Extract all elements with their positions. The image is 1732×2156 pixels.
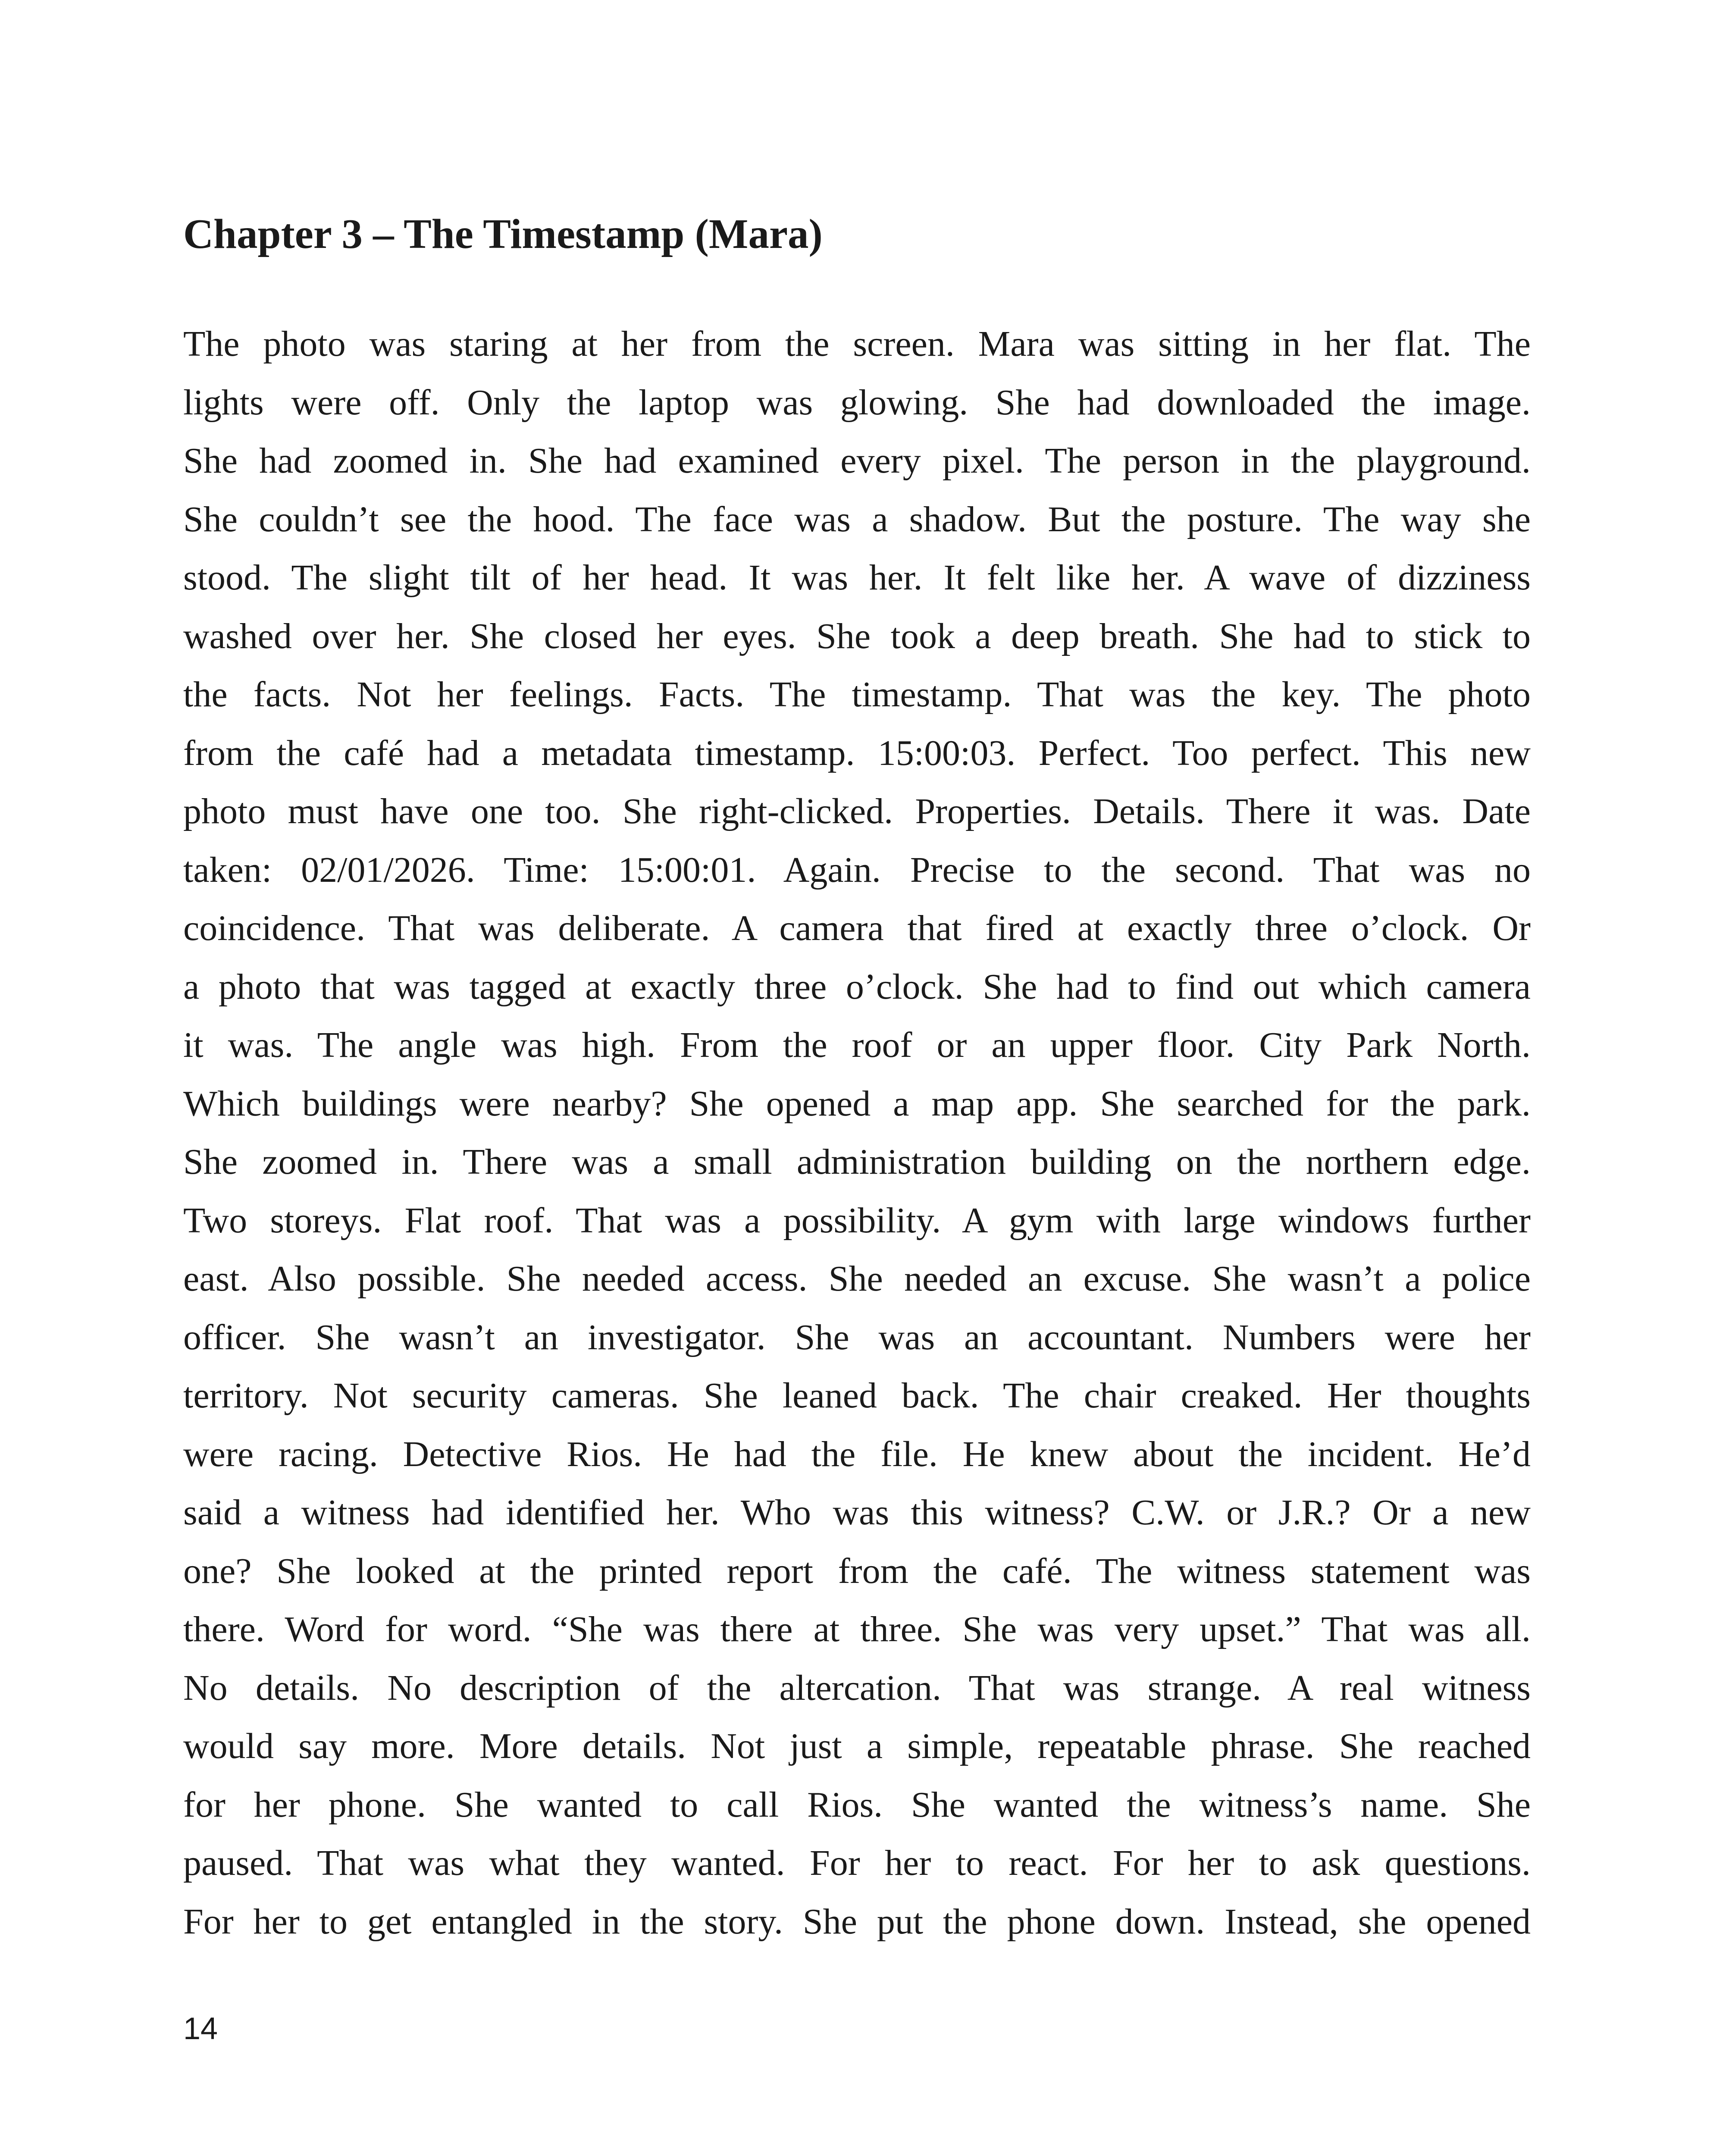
body-line: Which buildings were nearby? She opened a map app. She searched for the park. bbox=[183, 1083, 1531, 1124]
body-line: a photo that was tagged at exactly three o’clock. She had to find out which camera bbox=[183, 966, 1531, 1007]
body-line: were racing. Detective Rios. He had the file. He knew about the incident. He’d bbox=[183, 1434, 1531, 1474]
body-line: for her phone. She wanted to call Rios. She wanted the witness’s name. She bbox=[183, 1784, 1531, 1825]
body-line: For her to get entangled in the story. She put the phone down. Instead, she opened bbox=[183, 1901, 1531, 1942]
page-number: 14 bbox=[183, 2012, 218, 2046]
body-line: Two storeys. Flat roof. That was a possibility. A gym with large windows further bbox=[183, 1200, 1531, 1241]
body-line: there. Word for word. “She was there at three. She was very upset.” That was all. bbox=[183, 1609, 1531, 1649]
body-line: from the café had a metadata timestamp. 15:00:03. Perfect. Too perfect. This new bbox=[183, 733, 1531, 773]
body-line: one? She looked at the printed report from the café. The witness statement was bbox=[183, 1551, 1531, 1591]
body-line: it was. The angle was high. From the roof or an upper floor. City Park North. bbox=[183, 1025, 1531, 1065]
body-line: said a witness had identified her. Who was this witness? C.W. or J.R.? Or a new bbox=[183, 1492, 1531, 1532]
body-line: officer. She wasn’t an investigator. She was an accountant. Numbers were her bbox=[183, 1317, 1531, 1357]
body-line: She zoomed in. There was a small administration building on the northern edge. bbox=[183, 1142, 1531, 1182]
body-line: the facts. Not her feelings. Facts. The timestamp. That was the key. The photo bbox=[183, 674, 1531, 714]
body-line: No details. No description of the altercation. That was strange. A real witness bbox=[183, 1667, 1531, 1708]
body-line: paused. That was what they wanted. For her to react. For her to ask questions. bbox=[183, 1843, 1531, 1883]
body-line: The photo was staring at her from the screen. Mara was sitting in her flat. The bbox=[183, 324, 1531, 364]
body-line: lights were off. Only the laptop was glowing. She had downloaded the image. bbox=[183, 382, 1531, 423]
body-line: photo must have one too. She right-clicked. Properties. Details. There it was. Date bbox=[183, 791, 1531, 831]
body-line: east. Also possible. She needed access. She needed an excuse. She wasn’t a police bbox=[183, 1259, 1531, 1299]
body-line: She had zoomed in. She had examined every pixel. The person in the playground. bbox=[183, 441, 1531, 481]
body-line: territory. Not security cameras. She leaned back. The chair creaked. Her thoughts bbox=[183, 1376, 1531, 1416]
body-line: would say more. More details. Not just a simple, repeatable phrase. She reached bbox=[183, 1726, 1531, 1766]
body-line: taken: 02/01/2026. Time: 15:00:01. Again. Precise to the second. That was no bbox=[183, 849, 1531, 890]
body-line: She couldn’t see the hood. The face was a shadow. But the posture. The way she bbox=[183, 499, 1531, 539]
body-line: stood. The slight tilt of her head. It was her. It felt like her. A wave of dizziness bbox=[183, 558, 1531, 598]
body-line: coincidence. That was deliberate. A camera that fired at exactly three o’clock. Or bbox=[183, 908, 1531, 948]
chapter-body-text bbox=[183, 315, 1531, 1951]
body-line: washed over her. She closed her eyes. She took a deep breath. She had to stick to bbox=[183, 616, 1531, 656]
chapter-title: Chapter 3 – The Timestamp (Mara) bbox=[183, 211, 823, 257]
